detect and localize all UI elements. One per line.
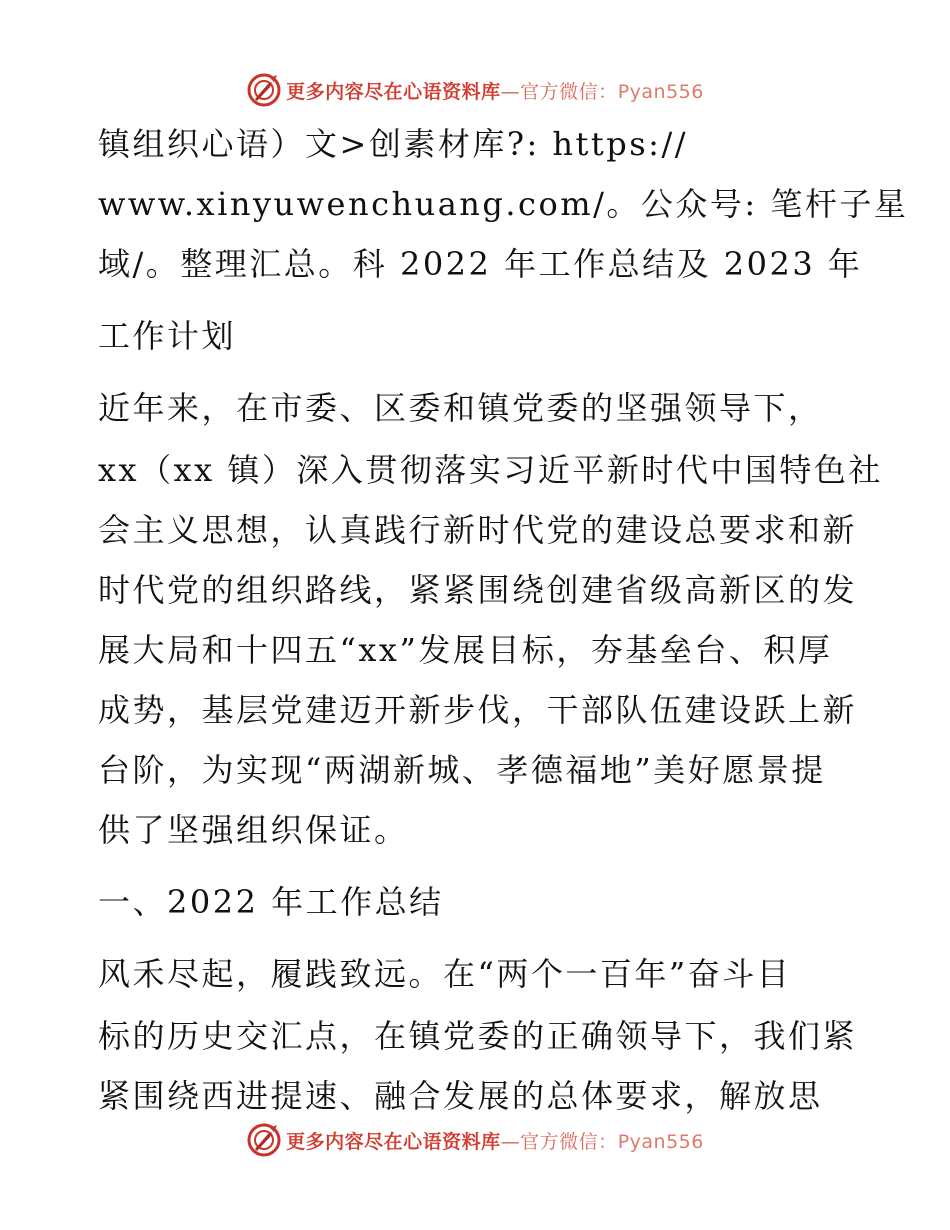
text-line: 镇组织心语）文>创素材库?: https:// <box>98 125 689 163</box>
text-line: 近年来，在市委、区委和镇党委的坚强领导下， <box>98 389 823 427</box>
section-heading: 工作计划 <box>98 317 237 355</box>
text-line: 风禾尽起，履践致远。在“两个一百年”奋斗目 <box>98 955 792 993</box>
text-line: xx（xx 镇）深入贯彻落实习近平新时代中国特色社 <box>98 451 883 489</box>
text-line: 标的历史交汇点，在镇党委的正确领导下，我们紧 <box>98 1017 858 1055</box>
text-line: 成势，基层党建迈开新步伐，干部队伍建设跃上新 <box>98 691 858 729</box>
watermark-wechat-id: Pyan556 <box>617 1130 704 1153</box>
text-line: 供了坚强组织保证。 <box>98 811 409 849</box>
watermark-brand: 更多内容尽在心语资料库 <box>286 80 501 103</box>
text-line: 展大局和十四五“xx”发展目标，夯基垒台、积厚 <box>98 631 833 669</box>
watermark-separator: — <box>500 1130 521 1153</box>
text-line: www.xinyuwenchuang.com/。公众号: 笔杆子星 <box>98 185 909 223</box>
text-line: 时代党的组织路线，紧紧围绕创建省级高新区的发 <box>98 571 858 609</box>
watermark-wechat-label: 官方微信： <box>520 1130 618 1153</box>
watermark-header <box>0 70 950 110</box>
watermark-wechat-label: 官方微信： <box>520 80 618 103</box>
text-line: 紧围绕西进提速、融合发展的总体要求，解放思 <box>98 1077 823 1115</box>
watermark-brand: 更多内容尽在心语资料库 <box>286 1130 501 1153</box>
text-line: 台阶，为实现“两湖新城、孝德福地”美好愿景提 <box>98 751 826 789</box>
section-heading: 一、2022 年工作总结 <box>98 883 444 921</box>
watermark-footer <box>0 1120 950 1160</box>
text-line: 域/。整理汇总。科 2022 年工作总结及 2023 年 <box>98 245 863 283</box>
text-line: 会主义思想，认真践行新时代党的建设总要求和新 <box>98 511 858 549</box>
pen-logo-icon <box>246 72 282 108</box>
watermark-text <box>286 1127 704 1154</box>
watermark-wechat-id: Pyan556 <box>617 80 704 103</box>
pen-logo-icon <box>246 1122 282 1158</box>
watermark-text <box>286 77 704 104</box>
watermark-separator: — <box>500 80 521 103</box>
